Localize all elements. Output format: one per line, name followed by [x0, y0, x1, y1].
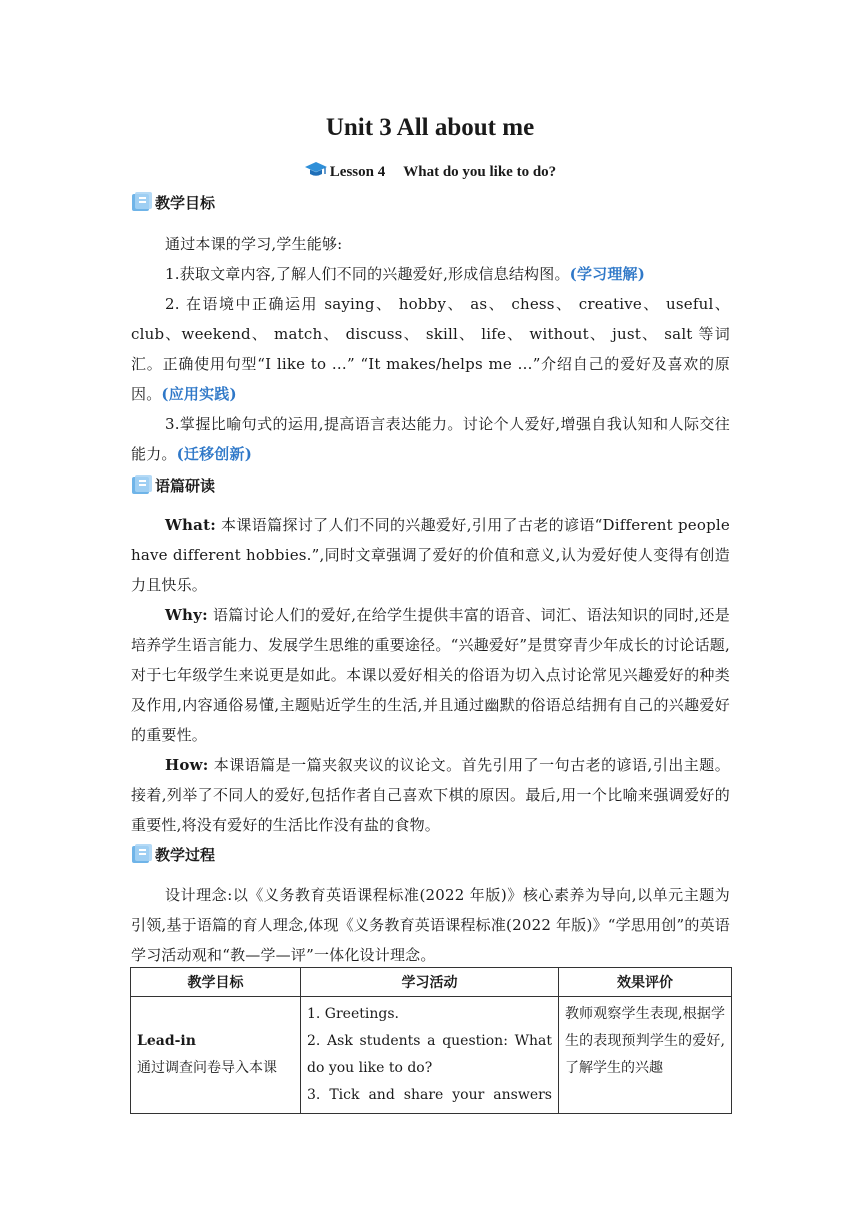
activity-line: do you like to do?: [307, 1060, 433, 1076]
process-body: [131, 880, 730, 970]
activity-line: 2. Ask students a question: What: [307, 1033, 552, 1049]
objectives-body: [131, 229, 730, 469]
reading-how: How: 本课语篇是一篇夹叙夹议的议论文。首先引用了一句古老的谚语,引出主题。接着,列举了不同人的爱好,包括作者自己喜欢下棋的原因。最后,用一个比喻来强调爱好的重要性,将没有爱好的生活比作没有盐的食物。: [131, 756, 730, 834]
objectives-heading: 教学目标: [131, 191, 215, 215]
activity-line: 1. Greetings.: [307, 1006, 399, 1022]
reading-body: [131, 510, 730, 840]
goal-text: 通过调查问卷导入本课: [137, 1060, 277, 1076]
objective-1: 1.获取文章内容,了解人们不同的兴趣爱好,形成信息结构图。(学习理解): [165, 265, 646, 283]
process-heading: 教学过程: [131, 843, 215, 867]
puzzle-icon: [131, 474, 153, 503]
goal-cell: [131, 997, 301, 1114]
table-header-row: [131, 968, 732, 997]
header-activities: 学习活动: [301, 968, 559, 997]
design-concept: 设计理念:以《义务教育英语课程标准(2022 年版)》核心素养为导向,以单元主题为引领,基于语篇的育人理念,体现《义务教育英语课程标准(2022 年版)》“学思用创”的英语学习活动观和“教—学—评”一体化设计理念。: [131, 886, 730, 964]
objective-3: 3.掌握比喻句式的运用,提高语言表达能力。讨论个人爱好,增强自我认知和人际交往能力。(迁移创新): [131, 415, 730, 463]
header-goals: 教学目标: [131, 968, 301, 997]
goal-title: Lead-in: [137, 1033, 196, 1049]
graduation-cap-icon: [304, 161, 328, 184]
reading-why: Why: 语篇讨论人们的爱好,在给学生提供丰富的语音、词汇、语法知识的同时,还是培养学生语言能力、发展学生思维的重要途径。“兴趣爱好”是贯穿青少年成长的讨论话题,对于七年级学生来说更是如此。本课以爱好相关的俗语为切入点讨论常见兴趣爱好的种类及作用,内容通俗易懂,主题贴近学生的生活,并且通过幽默的俗语总结拥有自己的兴趣爱好的重要性。: [131, 606, 730, 744]
unit-title: Unit 3 All about me: [325, 114, 535, 141]
evaluation-cell: 教师观察学生表现,根据学生的表现预判学生的爱好,了解学生的兴趣: [559, 997, 732, 1114]
puzzle-icon: [131, 191, 153, 220]
activity-cell: [301, 997, 559, 1114]
reading-heading: 语篇研读: [131, 474, 215, 498]
lesson-title: What do you like to do?: [403, 164, 557, 180]
objectives-intro: 通过本课的学习,学生能够:: [165, 235, 343, 253]
activity-line: 3. Tick and share your answers: [307, 1087, 552, 1103]
lesson-number: Lesson 4: [329, 164, 386, 180]
lesson-plan-table: [130, 967, 732, 1114]
header-evaluation: 效果评价: [559, 968, 732, 997]
table-row: [131, 997, 732, 1114]
reading-what: What: 本课语篇探讨了人们不同的兴趣爱好,引用了古老的谚语“Different people have different hobbies.”,同时文章强调了爱好的价值和意义,认为爱好使人变得有创造力且快乐。: [131, 516, 730, 594]
lesson-heading: [0, 161, 860, 184]
puzzle-icon: [131, 843, 153, 872]
objective-2: 2. 在语境中正确运用 saying、 hobby、 as、 chess、 creative、 useful、 club、weekend、 match、 discuss、 skill、 life、 without、 just、 salt 等词汇。正确使用句型“I like to …” “It makes/helps me …”介绍自己的爱好及喜欢的原因。(应用实践): [131, 295, 730, 403]
